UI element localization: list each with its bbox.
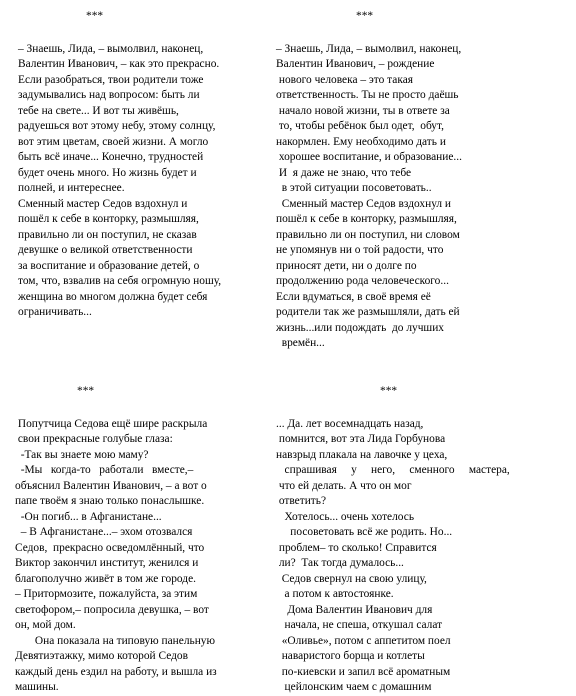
text-line: начало новой жизни, ты в ответе за [276, 104, 450, 117]
text-line: Если разобраться, твои родители тоже [18, 73, 204, 86]
text-line: правильно ли он поступил, не сказав [18, 228, 197, 241]
text-line: вот этим цветам, своей жизни. А могло [18, 135, 209, 148]
spacer [276, 400, 566, 417]
text-line: будет очень много. Но жизнь будет и [18, 166, 197, 179]
section-separator: *** [86, 10, 104, 22]
text-line: не упомянув ни о той радости, что [276, 244, 444, 256]
text-line: ответственность. Ты не просто даёшь [276, 89, 459, 101]
text-line: тебе на свете... И вот ты живёшь, [18, 104, 179, 117]
text-line: накормлен. Ему необходимо дать и [276, 135, 446, 148]
text-line: пошёл к себе в конторку, размышляя, [276, 213, 457, 225]
text-line: благополучно живёт в том же городе. [15, 572, 197, 585]
text-line: Девятиэтажку, мимо которой Седов [15, 650, 188, 662]
text-line: девушке о великой ответственности [18, 244, 193, 256]
section-separator: *** [356, 10, 374, 22]
text-line: Сменный мастер Седов вздохнул и [276, 197, 452, 210]
text-line: ограничивать... [18, 306, 92, 318]
section-separator: *** [77, 385, 95, 397]
text-line: продолжению рода человеческого... [276, 275, 449, 287]
text-line: он, мой дом. [15, 619, 76, 631]
text-line: Попутчица Седова ещё шире раскрыла [15, 417, 208, 430]
text-line: начала, не спеша, откушал салат [276, 619, 443, 631]
text-line: что ей делать. А что он мог [276, 479, 412, 492]
text-line: машины. [15, 681, 59, 693]
text-line: по-киевски и запил всё ароматным [276, 665, 451, 678]
text-line: -Мы когда-то работали вместе,– [15, 464, 194, 476]
story-text [276, 42, 521, 352]
story-block-3 [15, 384, 265, 696]
text-line: правильно ли он поступил, ни словом [276, 228, 460, 241]
text-line: женщина во многом должна будет себя [18, 290, 208, 303]
spacer [276, 25, 521, 42]
text-line: быть всё иначе... Конечно, трудностей [18, 151, 204, 163]
text-line: Если вдуматься, в своё время её [276, 290, 431, 303]
text-line: ... Да. лет восемнадцать назад, [276, 417, 424, 430]
text-line: Дома Валентин Иванович для [276, 603, 433, 616]
text-line: в этой ситуации посоветовать.. [276, 182, 432, 194]
text-line: – В Афганистане...– эхом отозвался [15, 526, 193, 538]
text-line: Валентин Иванович, – рождение [276, 58, 435, 70]
text-line: -Так вы знаете мою маму? [15, 448, 149, 461]
story-text [276, 417, 566, 696]
story-block-2 [276, 9, 521, 352]
text-line: -Он погиб... в Афганистане... [15, 510, 162, 523]
text-line: цейлонским чаем с домашним [276, 681, 432, 693]
text-line: наваристого борща и котлеты [276, 650, 425, 662]
story-text [15, 417, 265, 696]
text-line: И я даже не знаю, что тебе [276, 166, 412, 179]
text-line: Хотелось... очень хотелось [276, 510, 415, 523]
text-line: радуешься вот этому небу, этому солнцу, [18, 120, 216, 132]
text-line: светофором,– попросила девушка, – вот [15, 603, 209, 616]
text-line: жизнь...или подождать до лучших [276, 321, 444, 334]
text-line: а потом к автостоянке. [276, 588, 394, 600]
text-line: – Знаешь, Лида, – вымолвил, наконец, [276, 42, 462, 55]
story-text [18, 42, 268, 321]
text-line: навзрыд плакала на лавочке у цеха, [276, 448, 448, 461]
text-line: родители так же размышляли, дать ей [276, 306, 460, 318]
text-line: ли? Так тогда думалось... [276, 557, 404, 569]
text-line: времён... [276, 337, 325, 349]
text-line: Сменный мастер Седов вздохнул и [18, 197, 188, 210]
story-block-4 [276, 384, 566, 696]
text-line: объяснил Валентин Иванович, – а вот о [15, 479, 207, 492]
text-line: посоветовать всё же родить. Но... [276, 526, 453, 538]
text-line: папе твоём я знаю только понаслышке. [15, 495, 205, 507]
spacer [15, 400, 265, 417]
text-line: нового человека – это такая [276, 73, 413, 86]
text-line: приносят дети, ни о долге по [276, 259, 417, 272]
text-line: проблем– то сколько! Справится [276, 541, 437, 554]
text-line: задумывались над вопросом: быть ли [18, 89, 200, 101]
text-line: Валентин Иванович, – как это прекрасно. [18, 58, 220, 70]
text-line: помнится, вот эта Лида Горбунова [276, 433, 446, 445]
text-line: Виктор закончил институт, женился и [15, 557, 199, 569]
text-line: Седов, прекрасно осведомлённый, что [15, 541, 205, 554]
text-line: – Знаешь, Лида, – вымолвил, наконец, [18, 42, 204, 55]
section-separator: *** [380, 385, 398, 397]
text-line: то, чтобы ребёнок был одет, обут, [276, 120, 444, 132]
text-line: пошёл к себе в конторку, размышляя, [18, 213, 199, 225]
text-line: Седов свернул на свою улицу, [276, 572, 427, 585]
text-line: хорошее воспитание, и образование... [276, 151, 462, 163]
text-line: за воспитание и образование детей, о [18, 259, 200, 272]
text-line: полней, и интереснее. [18, 182, 125, 194]
story-block-1 [18, 9, 268, 321]
text-line: ответить? [276, 495, 327, 507]
text-line: каждый день ездил на работу, и вышла из [15, 665, 217, 678]
text-line: – Притормозите, пожалуйста, за этим [15, 588, 198, 600]
text-line: спрашивая у него, сменного мастера, [276, 464, 510, 476]
spacer [18, 25, 268, 42]
text-line: свои прекрасные голубые глаза: [15, 433, 173, 445]
text-line: «Оливье», потом с аппетитом поел [276, 634, 451, 647]
text-line: том, что, взвалив на себя огромную ношу, [18, 275, 222, 287]
text-line: Она показала на типовую панельную [15, 634, 215, 647]
